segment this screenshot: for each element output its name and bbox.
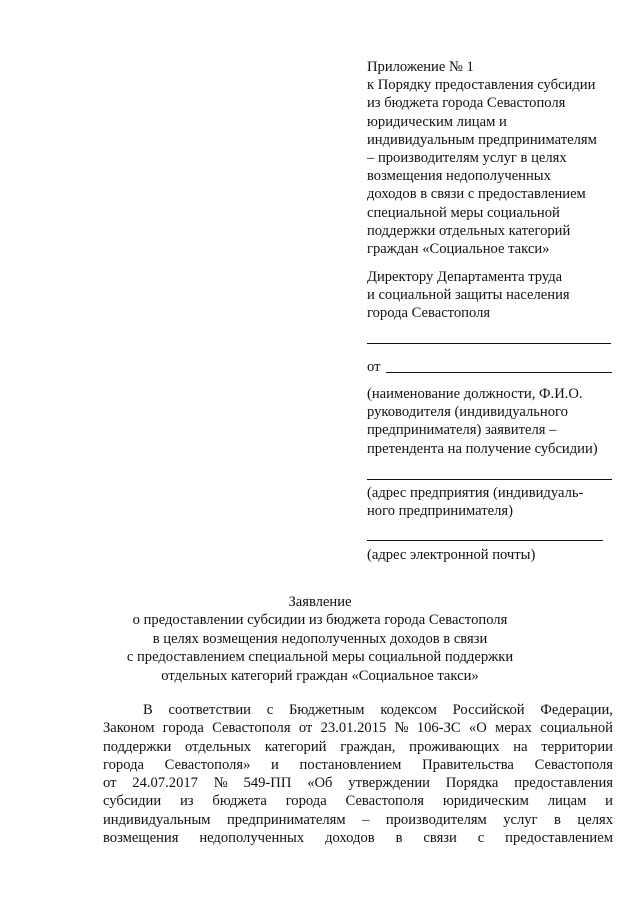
- title-line: отдельных категорий граждан «Социальное такси»: [161, 667, 479, 684]
- title-line: в целях возмещения недополученных доходов в связи: [152, 630, 488, 647]
- body-word: целях: [577, 811, 613, 828]
- body-line: [103, 829, 613, 847]
- title-line: о предоставлении субсидии из бюджета города Севастополя: [132, 612, 508, 629]
- body-word: лицам: [547, 793, 587, 810]
- body-word: 24.07.2017: [132, 775, 198, 792]
- body-line: [103, 774, 613, 792]
- body-word: доходов: [325, 830, 375, 847]
- body-word: города: [162, 720, 204, 737]
- appendix-line: из бюджета города Севастополя: [367, 95, 566, 112]
- body-word: и: [605, 793, 613, 810]
- body-word: постановлением: [299, 756, 402, 773]
- body-word: поддержки: [103, 738, 172, 755]
- body-word: на: [513, 738, 528, 755]
- addressee-block: [367, 268, 617, 323]
- body-word: от: [298, 720, 313, 737]
- email-caption: (адрес электронной почты): [367, 547, 536, 563]
- appendix-line: специальной меры социальной: [367, 204, 560, 221]
- body-word: №: [394, 720, 409, 737]
- body-word: связи: [423, 830, 457, 847]
- body-word: недополученных: [199, 830, 305, 847]
- address-caption: [367, 484, 617, 520]
- appendix-line: граждан «Социальное такси»: [367, 241, 550, 258]
- body-word: территории: [541, 738, 613, 755]
- appendix-line: индивидуальным предпринимателям: [367, 131, 597, 148]
- body-word: №: [213, 775, 228, 792]
- blank-line[interactable]: [367, 343, 611, 344]
- body-word: субсидии: [103, 793, 162, 810]
- body-word: социальной: [540, 720, 613, 737]
- body-word: возмещения: [103, 830, 179, 847]
- caption-line: предпринимателя) заявителя –: [367, 422, 557, 439]
- body-word: Российской: [452, 702, 525, 718]
- body-word: граждан,: [340, 738, 396, 755]
- body-word: Порядка: [445, 775, 499, 792]
- body-word: Севастополя»: [164, 756, 251, 773]
- appendix-line: доходов в связи с предоставлением: [367, 186, 586, 203]
- body-line: [103, 756, 613, 774]
- body-word: в: [554, 811, 561, 828]
- body-word: «О: [468, 720, 487, 737]
- caption-line: (наименование должности, Ф.И.О.: [367, 386, 583, 402]
- body-word: Севастополя: [345, 793, 424, 810]
- body-word: города: [285, 793, 327, 810]
- body-word: предпринимателям: [226, 811, 346, 828]
- caption-line: руководителя (индивидуального: [367, 404, 568, 421]
- body-line: [103, 811, 613, 829]
- body-word: –: [362, 811, 370, 828]
- body-word: проживающих: [409, 738, 500, 755]
- applicant-caption: [367, 385, 627, 458]
- body-word: в: [395, 830, 403, 847]
- body-word: 106-ЗС: [416, 720, 461, 737]
- body-word: с: [266, 702, 274, 718]
- appendix-line: юридическим лицам и: [367, 113, 507, 130]
- body-word: предоставлением: [505, 830, 613, 847]
- body-word: Севастополя: [534, 756, 613, 773]
- title-line: Заявление: [288, 594, 352, 610]
- body-word: города: [103, 756, 144, 773]
- appendix-line: поддержки отдельных категорий: [367, 222, 571, 239]
- body-word: услуг: [503, 811, 538, 828]
- from-label: от: [367, 359, 381, 375]
- addressee-line: и социальной защиты населения: [367, 287, 570, 304]
- body-word: Правительства: [422, 756, 514, 773]
- appendix-line: Приложение № 1: [367, 59, 474, 75]
- body-line: [103, 738, 613, 756]
- appendix-line: возмещения недополученных: [367, 168, 551, 185]
- body-word: В: [143, 702, 153, 718]
- from-blank-line[interactable]: [386, 372, 612, 373]
- body-word: Законом: [103, 720, 155, 737]
- body-word: Федерации,: [540, 702, 613, 718]
- appendix-line: – производителям услуг в целях: [367, 150, 567, 167]
- body-word: утверждении: [348, 775, 430, 792]
- body-word: мерах: [495, 720, 532, 737]
- body-word: с: [477, 830, 485, 847]
- from-row: [367, 358, 380, 376]
- body-line: [103, 792, 613, 810]
- statement-body: [103, 701, 613, 847]
- body-word: соответствии: [168, 702, 251, 718]
- body-word: от: [103, 775, 117, 792]
- body-word: индивидуальным: [103, 811, 211, 828]
- addressee-line: города Севастополя: [367, 305, 491, 322]
- title-line: с предоставлением специальной меры социальной поддержки: [126, 649, 514, 666]
- body-word: бюджета: [212, 793, 267, 810]
- body-line: [103, 719, 613, 737]
- addressee-line: Директору Департамента труда: [367, 269, 563, 285]
- body-word: производителям: [385, 811, 487, 828]
- body-word: юридическим: [442, 793, 529, 810]
- email-caption-block: [367, 546, 617, 564]
- caption-line: претендента на получение субсидии): [367, 440, 598, 457]
- body-word: категорий: [264, 738, 327, 755]
- caption-line: ного предпринимателя): [367, 503, 513, 520]
- body-word: предоставления: [514, 775, 613, 792]
- body-word: из: [180, 793, 194, 810]
- body-word: кодексом: [380, 702, 437, 718]
- address-blank-line[interactable]: [367, 479, 612, 480]
- appendix-header: [367, 58, 617, 258]
- caption-line: (адрес предприятия (индивидуаль-: [367, 485, 584, 501]
- body-word: 549-ПП: [243, 775, 292, 792]
- body-word: Бюджетным: [288, 702, 365, 718]
- body-word: отдельных: [185, 738, 252, 755]
- body-word: 23.01.2015: [320, 720, 387, 737]
- statement-title: [0, 593, 640, 685]
- body-word: «Об: [307, 775, 333, 792]
- appendix-line: к Порядку предоставления субсидии: [367, 77, 596, 94]
- body-line: [103, 701, 613, 719]
- email-blank-line[interactable]: [367, 540, 603, 541]
- body-word: и: [271, 756, 279, 773]
- body-word: Севастополя: [212, 720, 291, 737]
